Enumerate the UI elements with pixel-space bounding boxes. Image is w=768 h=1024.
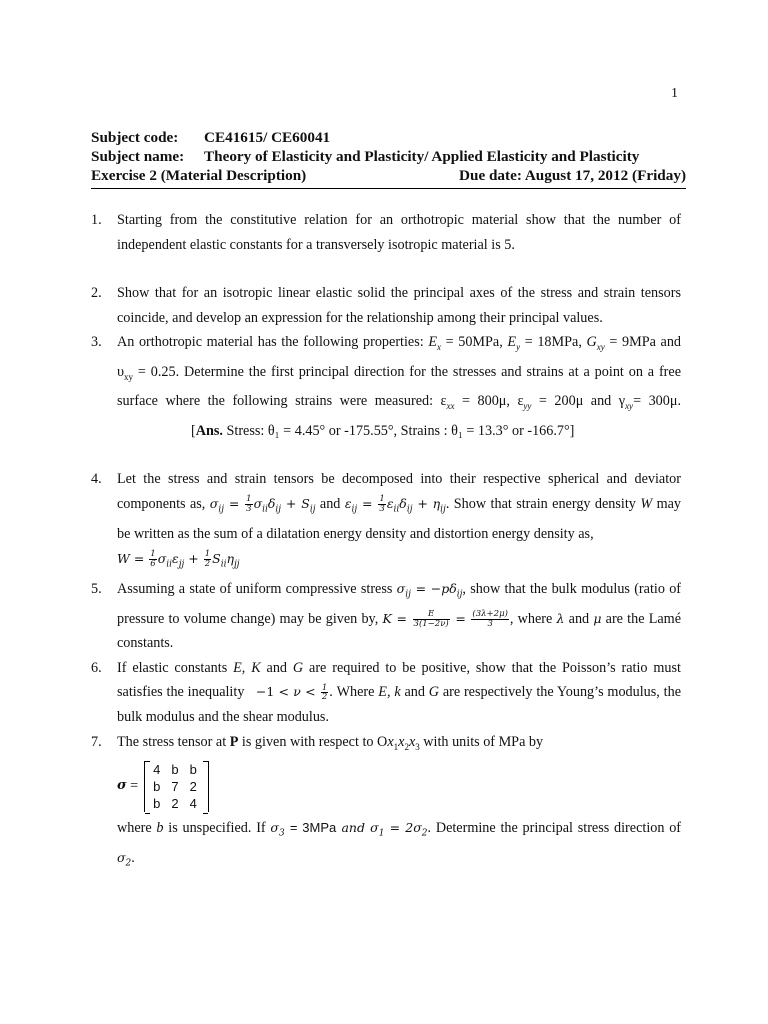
question-list — [91, 208, 681, 876]
text-fragment: and — [260, 659, 293, 676]
question-text: Starting from the constitutive relation for an orthotropic material show that the number of independent elastic constants for a transversely isotropic material is 5. — [117, 212, 681, 253]
question-number: 2. — [91, 285, 102, 302]
question-2 — [91, 281, 681, 330]
bulk-modulus-formula: K = $\frac{E}{3(1-2\nu)}$ = $\frac{(3\lambda+2\mu)}{3}$ — [382, 609, 508, 629]
question-number: 3. — [91, 334, 102, 351]
question-1 — [91, 208, 681, 257]
answer-text: Stress: θ₁ = 4.45° or -175.55°, Strains : θ₁ = 13.3° or -166.7°] — [222, 422, 575, 439]
page-number: 1 — [671, 86, 678, 101]
matrix-cell: b — [153, 779, 161, 795]
question-number: 7. — [91, 733, 102, 750]
matrix-cell: b — [189, 762, 197, 778]
question-number: 1. — [91, 212, 102, 228]
question-6 — [91, 656, 681, 730]
question-number: 4. — [91, 471, 102, 488]
text-fragment: = 800μ, — [454, 393, 518, 410]
question-text: Assuming a state of uniform compressive stress $\sigma_{ij} = -p\delta_{ij}$, show that the bulk modulus (ratio of pressure to volume change) may be given by, K = $\frac{E}{3(1-2\nu)}$ = $\frac{(3\lambda+2\mu)}{3}$ , where λ and μ are the Lamé constants. — [117, 580, 682, 652]
question-text: If elastic constants E, K and G are required to be positive, show that the Poisson’s ratio must satisfies the inequality −1 < ν < $\frac{1}{2}$ . Where E, k and G are respectively the Young’s modulus, the bulk modulus and the shear modulus. — [117, 659, 681, 726]
text-fragment: are the Lamé constants. — [117, 610, 681, 652]
text-fragment: , where — [509, 610, 557, 627]
energy-density-formula: W = $\frac{1}{6}$ $\sigma_{ii}\varepsilon_{jj}$ + $\frac{1}{2}$ $S_{ii}\eta_{jj}$ — [117, 549, 240, 570]
subject-code-row — [91, 128, 686, 147]
matrix-cell: b — [153, 796, 161, 812]
text-fragment: . Where — [329, 684, 379, 701]
text-fragment: and — [315, 495, 345, 512]
text-fragment: and — [400, 684, 429, 701]
question-text: Show that for an isotropic linear elastic solid the principal axes of the stress and strain tensors coincide, and develop an expression for the relationship among their principal values. — [117, 285, 681, 326]
matrix-cell: 2 — [171, 796, 179, 812]
text-fragment: An orthotropic material has the following properties: — [117, 334, 429, 351]
text-fragment: = 200μ and — [531, 393, 619, 410]
matrix-cell: b — [171, 762, 179, 778]
text-fragment: = 18MPa, — [520, 334, 587, 351]
text-fragment: are required to be positive, show that the Poisson’s ratio must satisfies the inequality — [117, 659, 681, 701]
text-fragment: and — [564, 610, 594, 627]
text-fragment: are respectively the Young’s modulus, the bulk modulus and the shear modulus. — [117, 684, 681, 726]
subject-code-value: CE41615/ CE60041 — [204, 129, 331, 146]
exercise-row — [91, 166, 686, 189]
text-fragment: is unspecified. If — [163, 820, 271, 837]
text-fragment: = 50MPa, — [440, 334, 508, 351]
answer-note: [Ans. Stress: θ₁ = 4.45° or -175.55°, Strains : θ₁ = 13.3° or -166.7°] — [191, 422, 575, 439]
text-fragment: = 300μ. — [633, 393, 681, 410]
stress-tensor: σ = 4 b b b 7 2 b 2 4 — [117, 761, 681, 812]
compressive-stress-formula: $\sigma_{ij} = -p\delta_{ij}$ — [396, 580, 463, 600]
text-fragment: is given with respect to O — [238, 733, 388, 750]
matrix-cell: 4 — [153, 762, 161, 778]
exercise-header — [91, 128, 686, 189]
stress-decomposition-formula: $\sigma_{ij}$ = $\frac{1}{3}$ $\sigma_{ii}\delta_{ij} + S_{ij}$ — [209, 494, 316, 515]
text-fragment: may be written as the sum of a dilatation energy density and distortion energy density as, — [117, 495, 681, 542]
text-fragment: The stress tensor at — [117, 733, 230, 750]
matrix-cell: 4 — [189, 796, 197, 812]
text-fragment: . Show that strain energy density — [445, 495, 641, 512]
exercise-title: Exercise 2 (Material Description) — [91, 167, 307, 184]
question-3 — [91, 330, 681, 443]
strain-decomposition-formula: $\varepsilon_{ij}$ = $\frac{1}{3}$ $\varepsilon_{ii}\delta_{ij} + \eta_{ij}$ — [344, 494, 446, 515]
principal-stress-condition: $\sigma_3 = 3MPa$ and $\sigma_1 = 2\sigma_2$ — [270, 820, 428, 839]
question-text: Let the stress and strain tensors be decomposed into their respective spherical and deviator components as, $\sigma_{ij}$ = $\frac{1}{3}$ $\sigma_{ii}\delta_{ij} + S_{ij}$ and $\varepsilon_{ij}$ = $\frac{1}{3}$ $\varepsilon_{ii}\delta_{ij} + \eta_{ij}$. Show that strain energy density W may be written as the sum of a dilatation energy density and distortion energy density as, W = $\frac{1}{6}$ $\sigma_{ii}\varepsilon_{jj}$ + $\frac{1}{2}$ $S_{ii}\eta_{jj}$ — [117, 471, 681, 570]
question-number: 5. — [91, 580, 102, 597]
subject-name-value: Theory of Elasticity and Plasticity/ Applied Elasticity and Plasticity — [204, 148, 640, 165]
subject-name-label: Subject name: — [91, 148, 185, 165]
subject-name-row — [91, 147, 686, 166]
text-fragment: where — [117, 820, 157, 837]
subject-code-label: Subject code: — [91, 129, 179, 146]
matrix-cell: 7 — [171, 779, 179, 795]
text-fragment: = 0.25. Determine the first principal direction for the stresses and strains at a point on a free surface where the following strains were measured: — [117, 363, 681, 410]
question-7 — [91, 730, 681, 877]
matrix-cell: 2 — [189, 779, 197, 795]
text-fragment: , show that the bulk modulus (ratio of pressure to volume change) may be given by, — [117, 580, 682, 627]
question-4 — [91, 467, 681, 576]
text-fragment: with units of MPa by — [419, 733, 544, 750]
text-fragment: Assuming a state of uniform compressive stress — [117, 580, 397, 597]
due-date: Due date: August 17, 2012 (Friday) — [459, 167, 686, 184]
text-fragment: Let the stress and strain tensors be decomposed into their respective spherical and deviator components as, — [117, 471, 681, 512]
text-fragment: . Determine the principal stress direction of — [427, 820, 682, 837]
question-5 — [91, 577, 681, 656]
poisson-inequality: −1 < ν < $\frac{1}{2}$ — [255, 682, 328, 703]
question-number: 6. — [91, 659, 102, 676]
answer-label: Ans. — [195, 422, 223, 439]
stress-matrix — [144, 761, 209, 812]
text-fragment: If elastic constants — [117, 659, 234, 676]
question-text: An orthotropic material has the following properties: $E_x = 50MPa$, $E_y = 18MPa$, $G_{xy} = 9MPa$ and $\upsilon_{xy} = 0.25$. Determine the first principal direction for the stresses and strains at a point on a free surface where the following strains were measured: $\varepsilon_{xx} = 800\mu$, $\varepsilon_{yy} = 200\mu$ and $\gamma_{xy}= 300\mu$. [Ans. Stress: θ₁ = 4.45° or -175.55°, Strains : θ₁ = 13.3° or -166.7°] — [117, 330, 681, 443]
question-text: The stress tensor at P is given with respect to $Ox_1x_2x_3$ with units of MPa by σ = 4 b b b 7 2 b 2 4 where b is unspecified. If $\sigma_3 = 3MPa$ and $\sigma_1 = 2\sigma_2$. Determine the principal stress direction of $\sigma_2$. — [117, 733, 682, 869]
text-fragment: = 9MPa and — [604, 334, 682, 351]
